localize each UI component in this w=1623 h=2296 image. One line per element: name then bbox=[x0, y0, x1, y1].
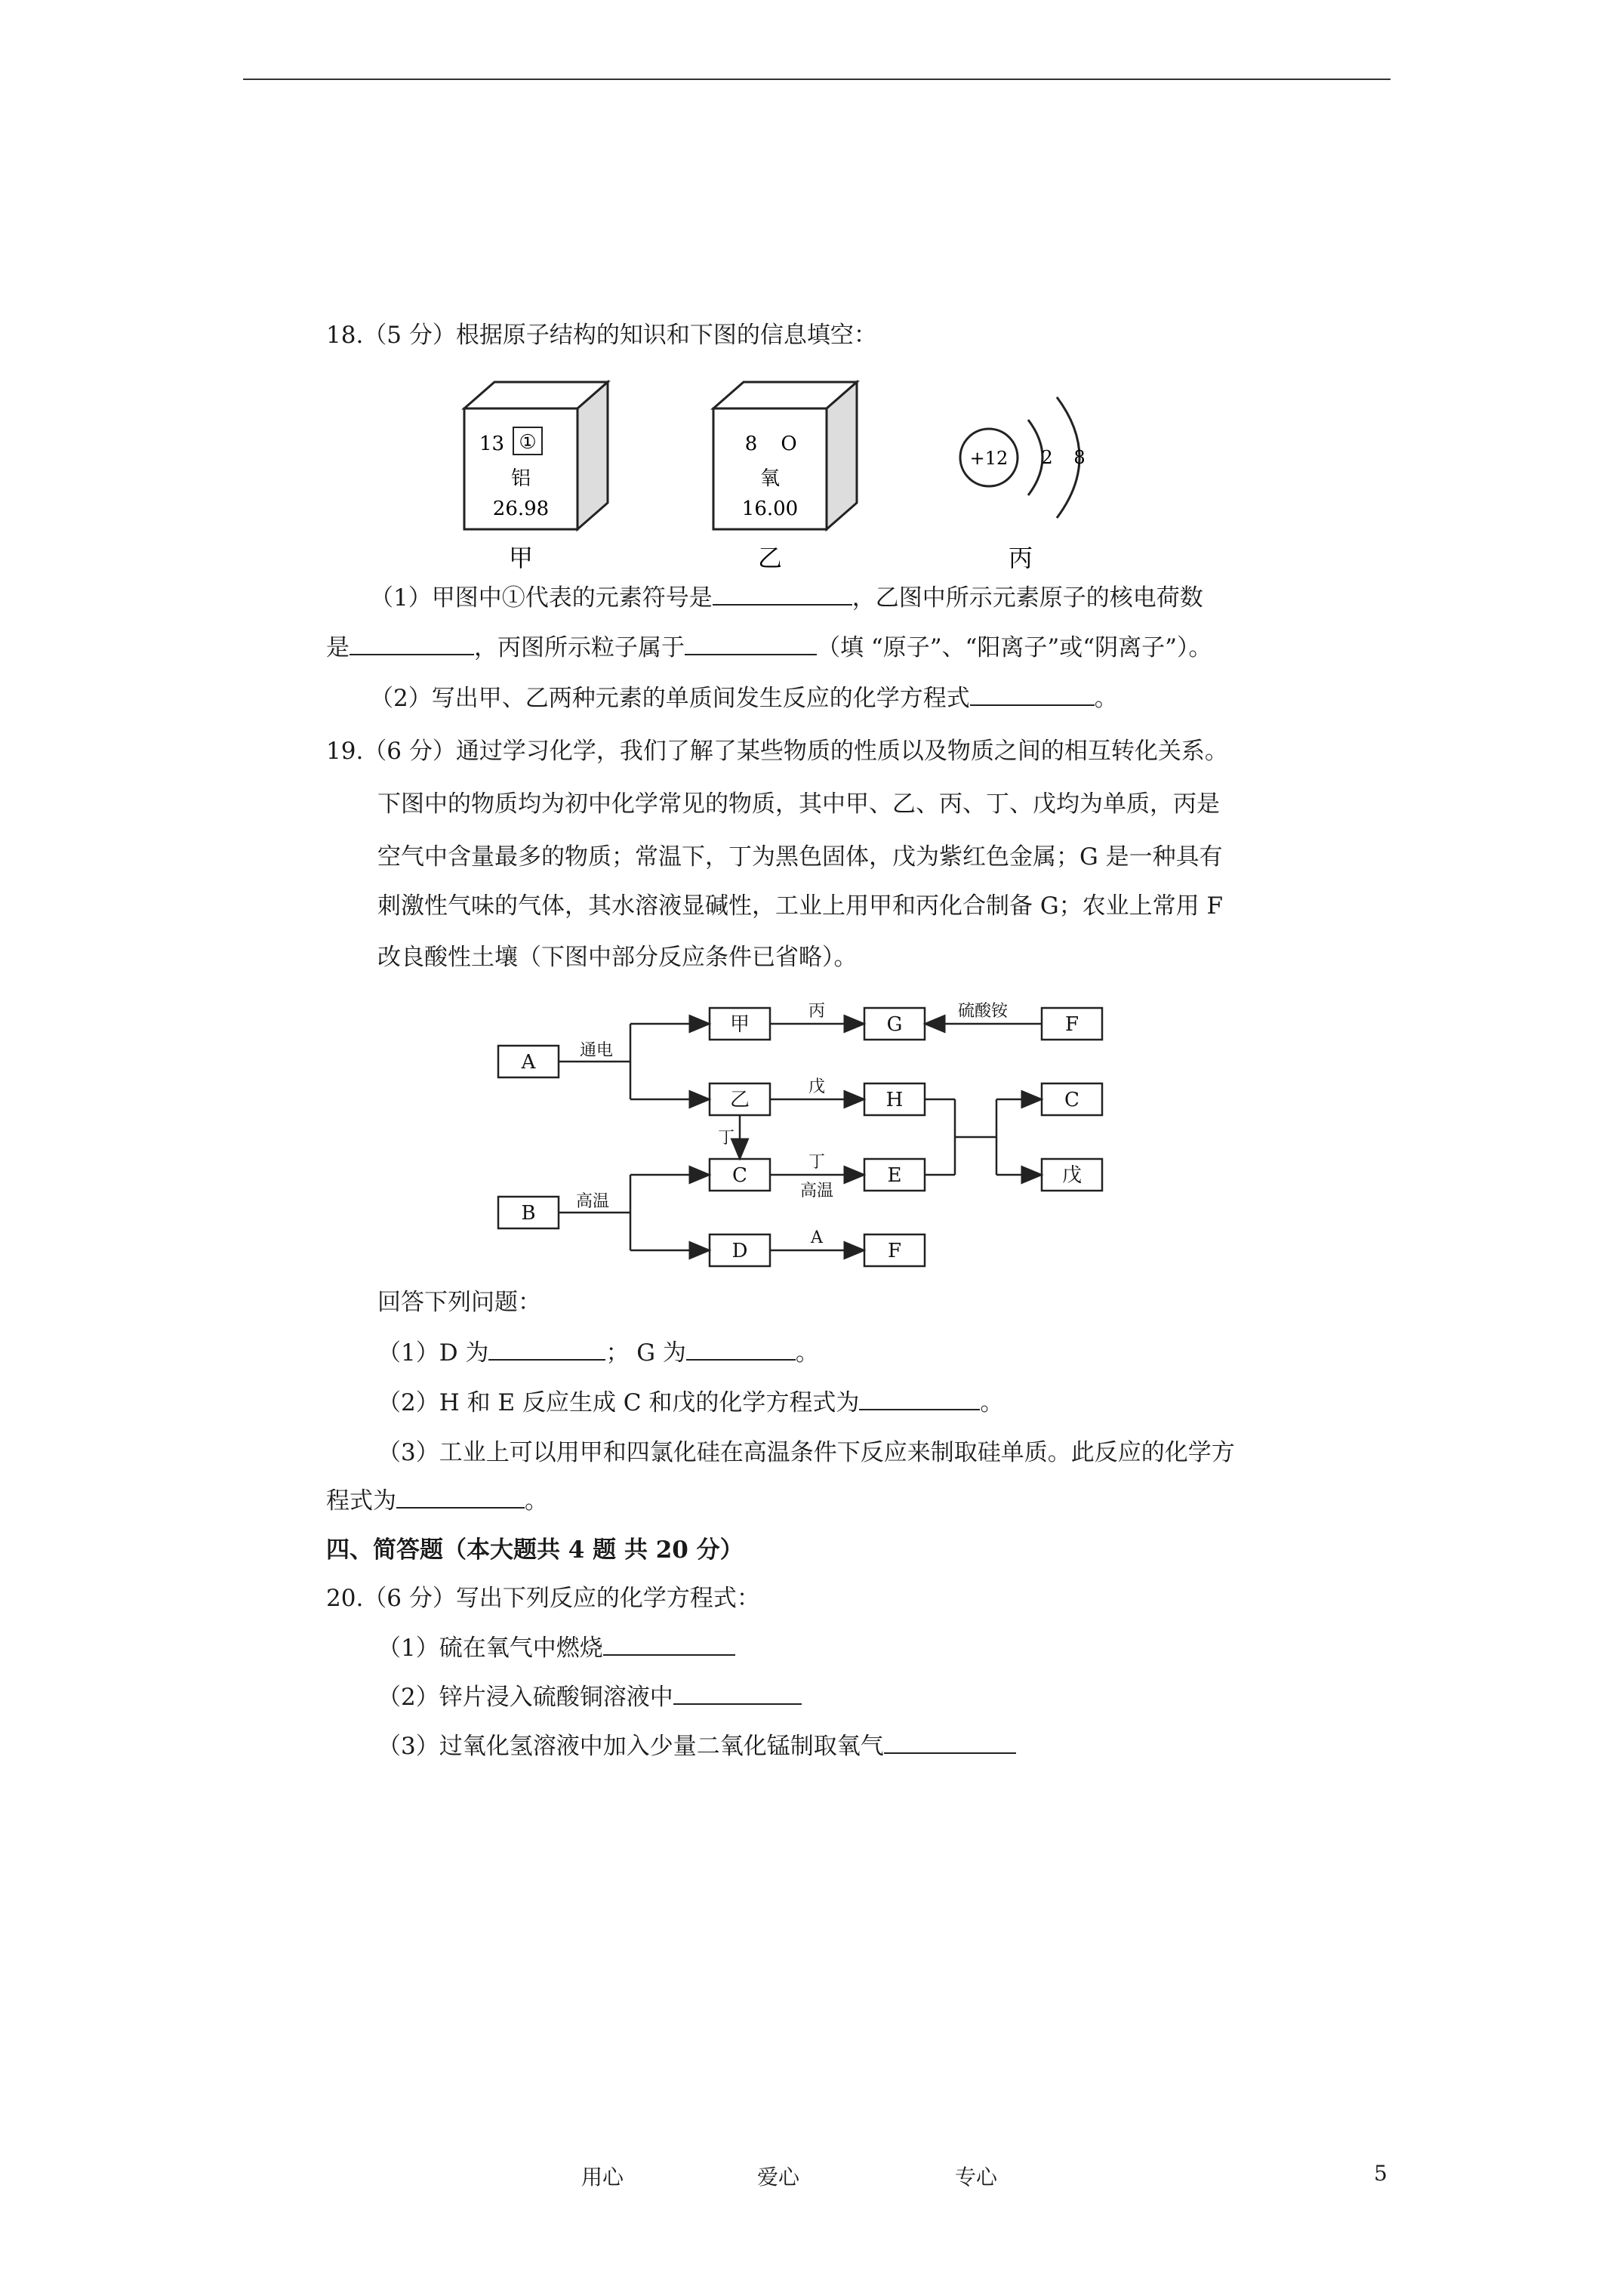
node-G: G bbox=[886, 1013, 903, 1036]
node-B: B bbox=[521, 1202, 536, 1225]
bing-shell2: 8 bbox=[1073, 447, 1086, 468]
label-liusuanan: 硫酸铵 bbox=[957, 1002, 1009, 1021]
jia-number: 13 bbox=[479, 433, 505, 455]
q19-stem-line4: 刺激性气味的气体，其水溶液显碱性，工业上用甲和丙化合制备 G；农业上常用 F bbox=[377, 892, 1223, 920]
q19-stem-line1: 19.（6 分）通过学习化学，我们了解了某些物质的性质以及物质之间的相互转化关系。 bbox=[326, 738, 1228, 765]
q18-part1-line1: （1）甲图中①代表的元素符号是 ，乙图中所示元素原子的核电荷数 bbox=[370, 584, 1203, 612]
node-H: H bbox=[885, 1089, 904, 1111]
q19-part1: （1）D 为 ； G 为 。 bbox=[377, 1339, 819, 1367]
bing-shell1: 2 bbox=[1041, 447, 1053, 468]
answer-blank[interactable] bbox=[603, 1633, 735, 1656]
answer-blank[interactable] bbox=[350, 633, 474, 655]
label-wu: 戊 bbox=[808, 1077, 826, 1096]
q19-stem-line2: 下图中的物质均为初中化学常见的物质，其中甲、乙、丙、丁、戊均为单质，丙是 bbox=[377, 791, 1220, 818]
footer-motto-1: 用心 bbox=[581, 2165, 624, 2190]
q20-stem: 20.（6 分）写出下列反应的化学方程式： bbox=[326, 1585, 760, 1612]
label-tongdian: 通电 bbox=[579, 1041, 614, 1060]
node-F: F bbox=[1064, 1013, 1079, 1036]
label-ding: 丁 bbox=[808, 1153, 826, 1172]
node-yi: 乙 bbox=[729, 1089, 750, 1111]
answer-blank[interactable] bbox=[859, 1388, 980, 1410]
footer-motto-2: 爱心 bbox=[757, 2165, 800, 2190]
jia-mass: 26.98 bbox=[492, 498, 550, 520]
q20-part2: （2）锌片浸入硫酸铜溶液中 bbox=[377, 1682, 802, 1712]
jia-symbol: ① bbox=[519, 431, 537, 454]
yi-symbol: O bbox=[781, 433, 797, 455]
header-rule bbox=[243, 79, 1390, 80]
element-cube-aluminum bbox=[464, 382, 608, 572]
node-wu: 戊 bbox=[1061, 1164, 1083, 1187]
bing-nucleus: +12 bbox=[969, 448, 1009, 469]
q18-stem: 18.（5 分）根据原子结构的知识和下图的信息填空： bbox=[326, 322, 877, 349]
node-E: E bbox=[887, 1164, 902, 1187]
answer-blank[interactable] bbox=[713, 583, 852, 606]
atom-structure-diagram bbox=[960, 397, 1086, 572]
node-F-lower: F bbox=[887, 1240, 902, 1262]
answer-blank[interactable] bbox=[970, 683, 1095, 706]
q19-answer-intro: 回答下列问题： bbox=[377, 1289, 541, 1316]
yi-number: 8 bbox=[744, 433, 758, 455]
label-gaowen: 高温 bbox=[799, 1182, 834, 1200]
answer-blank[interactable] bbox=[884, 1731, 1016, 1754]
label-bing: 丙 bbox=[808, 1002, 826, 1021]
q19-part3-line2: 程式为 。 bbox=[326, 1487, 548, 1515]
yi-mass: 16.00 bbox=[741, 498, 799, 520]
q19-part3-line1: （3）工业上可以用甲和四氯化硅在高温条件下反应来制取硅单质。此反应的化学方 bbox=[377, 1439, 1235, 1466]
reaction-flow-diagram bbox=[491, 997, 1132, 1284]
node-C: C bbox=[732, 1164, 747, 1187]
jia-name: 铝 bbox=[510, 467, 531, 490]
q18-figures bbox=[453, 374, 1132, 578]
q19-stem-line3: 空气中含量最多的物质；常温下，丁为黑色固体，戊为紫红色金属；G 是一种具有 bbox=[377, 843, 1223, 871]
label-gaowen-B: 高温 bbox=[575, 1192, 610, 1211]
section-heading: 四、简答题（本大题共 4 题 共 20 分） bbox=[326, 1536, 744, 1564]
bing-label: 丙 bbox=[1008, 544, 1033, 572]
q18-part1-line2: 是 ，丙图所示粒子属于 （填 “原子”、“阳离子”或“阴离子”）。 bbox=[326, 634, 1212, 661]
element-cube-oxygen bbox=[713, 382, 857, 572]
answer-blank[interactable] bbox=[488, 1338, 605, 1361]
answer-blank[interactable] bbox=[686, 1338, 796, 1361]
label-ding-vertical: 丁 bbox=[717, 1129, 735, 1148]
answer-blank[interactable] bbox=[396, 1486, 525, 1509]
label-A: A bbox=[811, 1228, 823, 1247]
page-number: 5 bbox=[1374, 2161, 1387, 2186]
jia-label: 甲 bbox=[508, 544, 534, 572]
q20-part1: （1）硫在氧气中燃烧 bbox=[377, 1633, 735, 1663]
answer-blank[interactable] bbox=[685, 633, 817, 655]
node-D: D bbox=[731, 1240, 748, 1262]
yi-label: 乙 bbox=[757, 544, 783, 572]
node-C-product: C bbox=[1064, 1089, 1079, 1111]
yi-name: 氧 bbox=[759, 467, 781, 490]
q19-stem-line5: 改良酸性土壤（下图中部分反应条件已省略）。 bbox=[377, 944, 858, 971]
q20-part3: （3）过氧化氢溶液中加入少量二氧化锰制取氧气 bbox=[377, 1731, 1016, 1761]
q18-part2: （2）写出甲、乙两种元素的单质间发生反应的化学方程式 。 bbox=[370, 685, 1118, 712]
q19-part2: （2）H 和 E 反应生成 C 和戊的化学方程式为 。 bbox=[377, 1389, 1004, 1416]
answer-blank[interactable] bbox=[673, 1682, 802, 1705]
node-jia: 甲 bbox=[729, 1013, 750, 1036]
footer-motto-3: 专心 bbox=[955, 2165, 998, 2190]
node-A: A bbox=[521, 1051, 536, 1074]
